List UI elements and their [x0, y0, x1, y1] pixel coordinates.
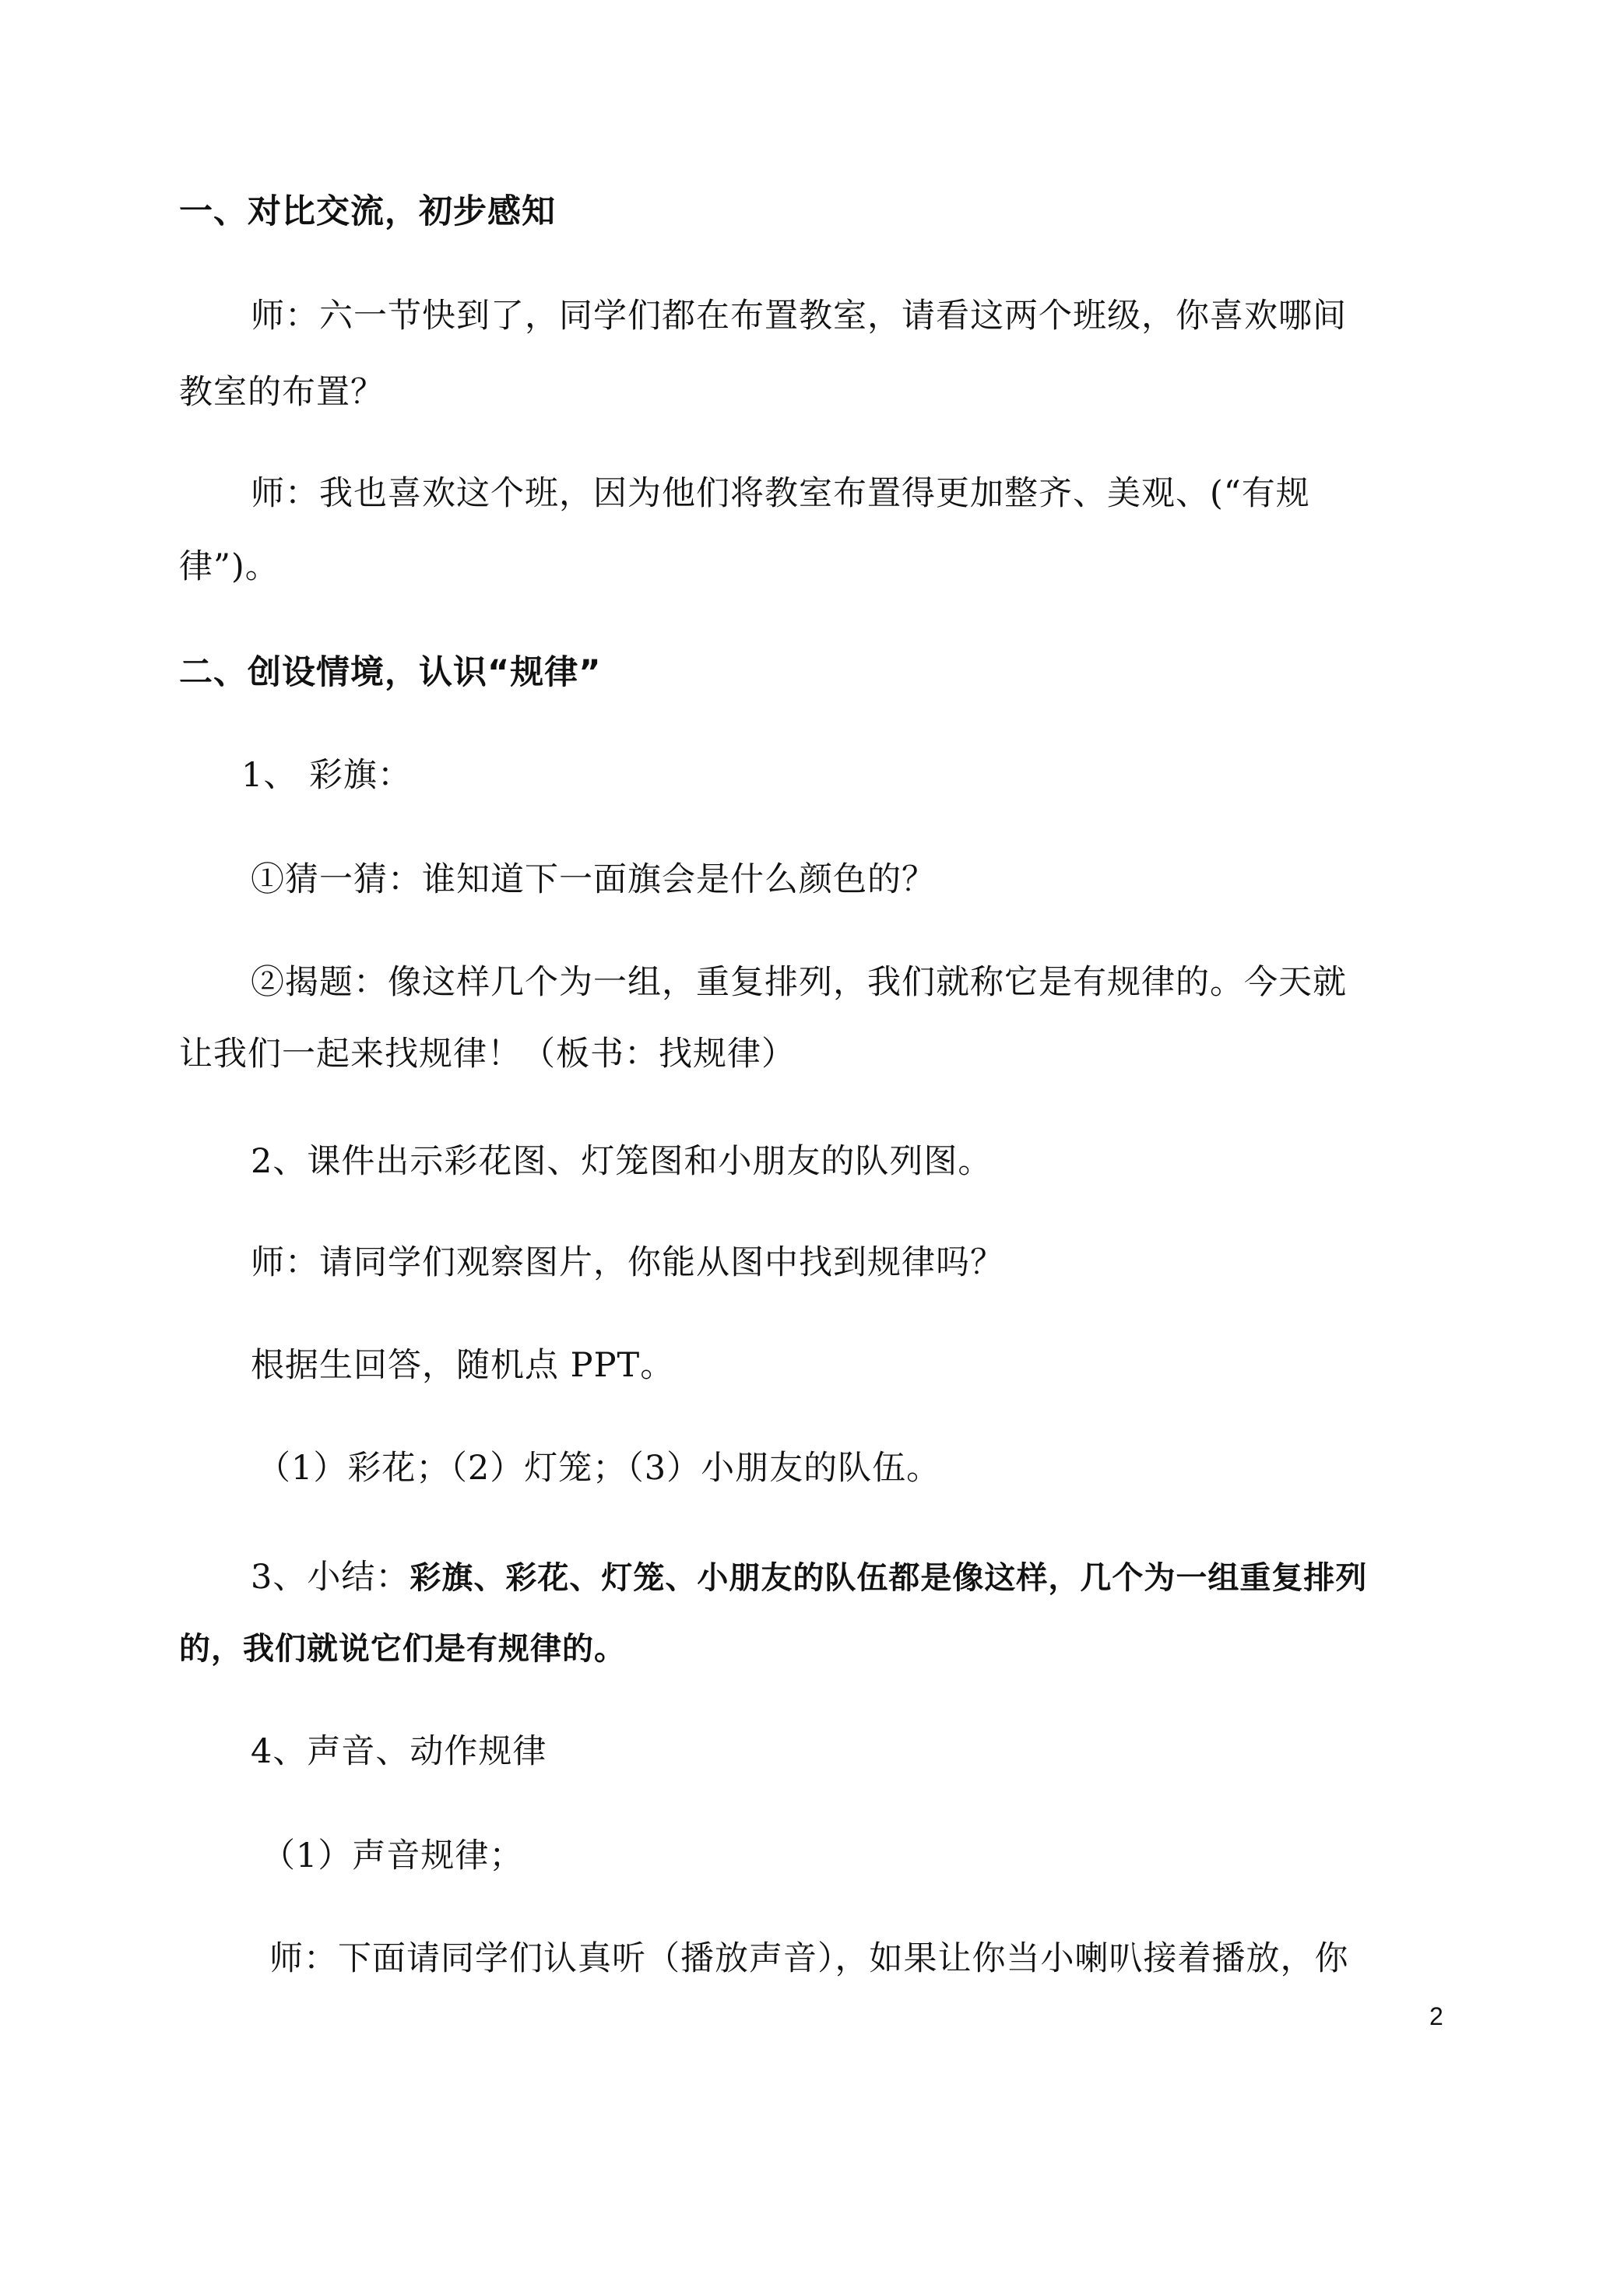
list-item: （1）彩花；（2）灯笼；（3）小朋友的队伍。	[257, 1449, 941, 1488]
list-item: 2、课件出示彩花图、灯笼图和小朋友的队列图。	[251, 1142, 993, 1181]
section-heading-2: 二、创设情境，认识“规律”	[179, 653, 602, 692]
summary-line	[251, 1555, 1367, 1600]
paragraph-line: 教室的布置？	[179, 373, 385, 412]
paragraph-line: 师：我也喜欢这个班，因为他们将教室布置得更加整齐、美观、(“有规	[251, 474, 1310, 513]
list-item: 4、声音、动作规律	[251, 1732, 547, 1771]
section-heading-1: 一、对比交流，初步感知	[179, 192, 556, 231]
paragraph-line: 律”)。	[179, 547, 279, 586]
paragraph-line: 师：请同学们观察图片，你能从图中找到规律吗？	[251, 1243, 1004, 1282]
list-item: ①猜一猜：谁知道下一面旗会是什么颜色的？	[251, 860, 936, 899]
page-number: 2	[1429, 2002, 1443, 2030]
list-item: 1、 彩旗：	[241, 756, 413, 795]
paragraph-line: 师：六一节快到了，同学们都在布置教室，请看这两个班级，你喜欢哪间	[251, 297, 1347, 336]
paragraph-line: 师：下面请同学们认真听（播放声音），如果让你当小喇叭接着播放，你	[269, 1939, 1349, 1978]
paragraph-line: 让我们一起来找规律！（板书：找规律）	[179, 1035, 796, 1074]
paragraph-line: ②揭题：像这样几个为一组，重复排列，我们就称它是有规律的。今天就	[251, 963, 1347, 1002]
summary-bold-line: 的，我们就说它们是有规律的。	[179, 1631, 626, 1667]
list-item: （1）声音规律；	[262, 1836, 524, 1875]
paragraph-line: 根据生回答，随机点 PPT。	[251, 1346, 675, 1385]
summary-prefix: 3、小结：	[251, 1558, 410, 1597]
summary-bold-text: 彩旗、彩花、灯笼、小朋友的队伍都是像这样，几个为一组重复排列	[410, 1560, 1368, 1596]
